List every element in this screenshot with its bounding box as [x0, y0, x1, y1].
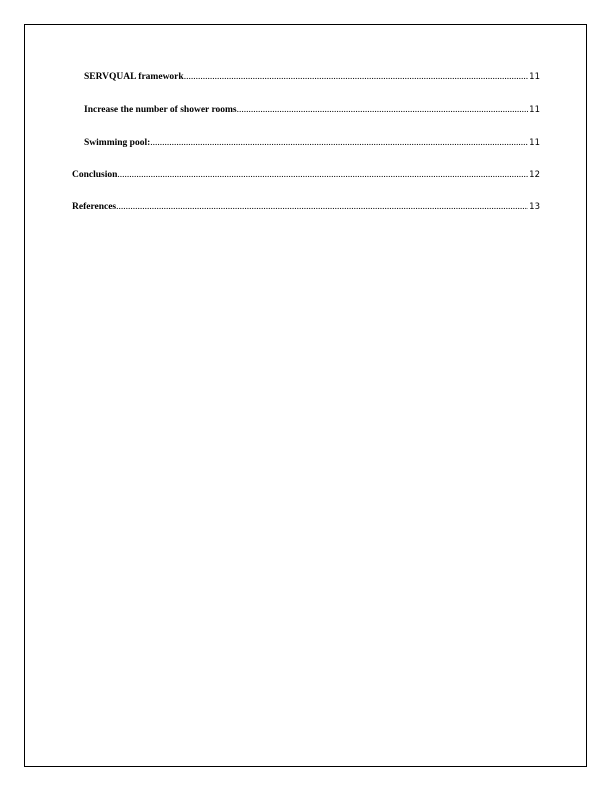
toc-page-number: 12: [529, 170, 540, 180]
toc-entry-swimming-pool[interactable]: [84, 138, 540, 148]
toc-entry-servqual-framework[interactable]: [84, 72, 540, 82]
toc-dot-leader: [116, 202, 528, 212]
toc-dot-leader: [184, 72, 528, 82]
toc-entry-label: Swimming pool:: [84, 138, 151, 148]
toc-page-number: 11: [529, 72, 540, 82]
toc-dot-leader: [150, 138, 528, 148]
toc-entry-label: SERVQUAL framework: [84, 72, 184, 82]
toc-entry-label: References: [72, 202, 117, 212]
toc-entry-label: Increase the number of shower rooms: [84, 105, 237, 115]
toc-entry-increase-shower-rooms[interactable]: [84, 105, 540, 115]
toc-dot-leader: [117, 170, 528, 180]
toc-page-number: 11: [529, 138, 540, 148]
toc-entry-label: Conclusion: [72, 170, 118, 180]
toc-entry-references[interactable]: [72, 202, 540, 212]
toc-dot-leader: [237, 105, 529, 115]
toc-entry-conclusion[interactable]: [72, 170, 540, 180]
toc-page-number: 11: [529, 105, 540, 115]
toc-page-number: 13: [529, 202, 540, 212]
